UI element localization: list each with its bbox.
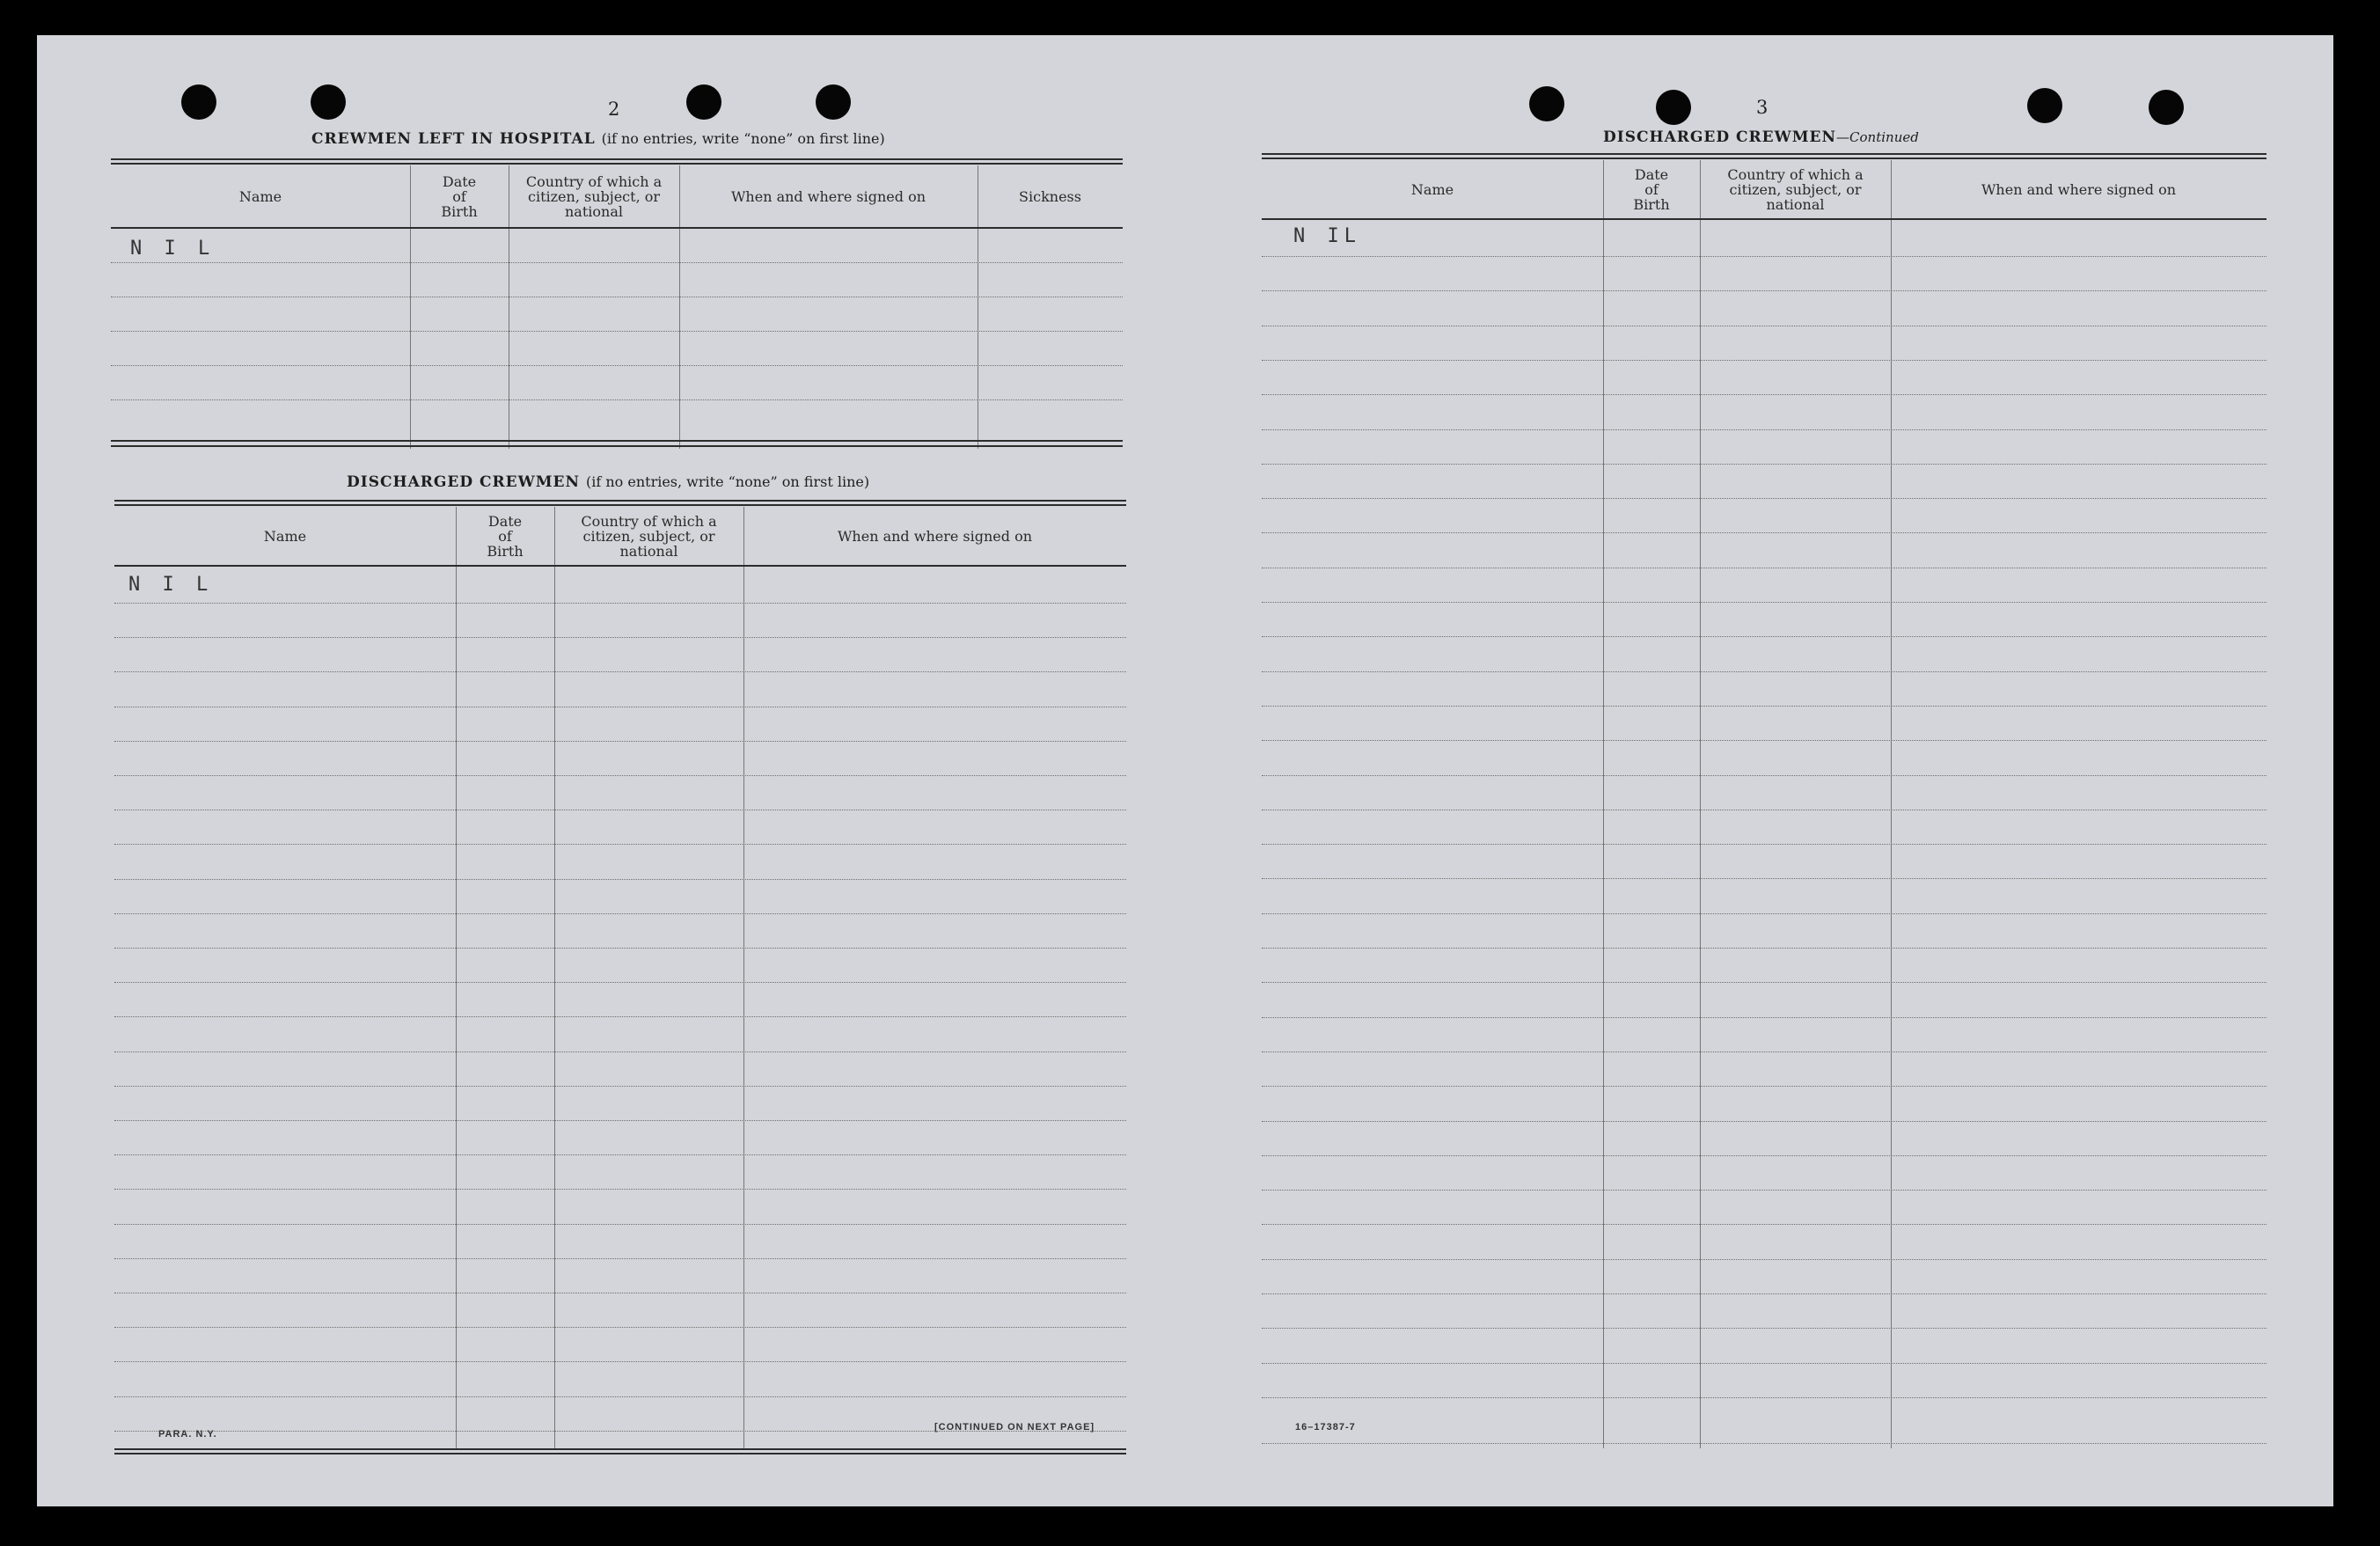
bottom-rule <box>111 445 1123 447</box>
entry-line <box>1262 775 2266 776</box>
punch-hole <box>816 84 851 120</box>
entry-line <box>114 671 1126 672</box>
header-country-line: national <box>1766 195 1825 213</box>
header-name: Name <box>1410 180 1454 198</box>
entry-line <box>1262 636 2266 637</box>
entry-line <box>1262 1397 2266 1398</box>
top-rule <box>114 500 1126 502</box>
discharged-title-text: DISCHARGED CREWMEN <box>347 473 581 491</box>
entry-line <box>114 1327 1126 1328</box>
discharged-title-note: (if no entries, write “none” on first line) <box>585 473 870 490</box>
entry-line <box>114 775 1126 776</box>
nil-entry: N IL <box>1293 225 1361 247</box>
header-country-line: Country of which a <box>525 172 663 190</box>
nil-entry: N I L <box>130 238 216 260</box>
punch-hole <box>1656 90 1691 125</box>
continued-label: —Continued <box>1836 129 1919 145</box>
header-date-of-birth <box>410 167 509 225</box>
entry-line <box>114 1189 1126 1190</box>
entry-line <box>114 1086 1126 1087</box>
entry-line <box>114 603 1126 604</box>
hospital-table <box>111 158 1123 449</box>
entry-line <box>1262 360 2266 361</box>
page-number-left: 2 <box>608 99 620 120</box>
header-signed-on: When and where signed on <box>837 527 1033 545</box>
entry-line <box>111 262 1123 263</box>
entry-line <box>114 1154 1126 1155</box>
header-country <box>509 167 679 225</box>
entry-line <box>114 1051 1126 1052</box>
entry-line <box>1262 1259 2266 1260</box>
bottom-line <box>1262 1443 2266 1444</box>
header-name: Name <box>263 527 307 545</box>
top-rule <box>1262 158 2266 159</box>
entry-line <box>114 1016 1126 1017</box>
entry-line <box>1262 740 2266 741</box>
header-rule <box>114 565 1126 567</box>
header-rule <box>111 227 1123 229</box>
entry-line <box>1262 1051 2266 1052</box>
header-country-line: national <box>619 542 678 560</box>
entry-line <box>114 982 1126 983</box>
header-signed-on: When and where signed on <box>1981 180 2177 198</box>
entry-line <box>114 1361 1126 1362</box>
entry-line <box>1262 290 2266 291</box>
form-sheet <box>37 35 2333 1506</box>
header-country-line: Country of which a <box>581 512 717 530</box>
header-country-line: citizen, subject, or <box>1729 180 1862 198</box>
page-number-right: 3 <box>1756 97 1769 118</box>
header-dob-line: Date <box>487 512 523 530</box>
entry-line <box>1262 429 2266 430</box>
punch-hole <box>686 84 721 120</box>
column-divider <box>743 507 744 1450</box>
header-country-line: citizen, subject, or <box>582 527 715 545</box>
entry-line <box>1262 1293 2266 1294</box>
header-name: Name <box>238 187 282 205</box>
hospital-title-note: (if no entries, write “none” on first line) <box>601 130 885 147</box>
header-country-line: citizen, subject, or <box>527 187 661 205</box>
entry-line <box>1262 1190 2266 1191</box>
header-country-line: Country of which a <box>1727 165 1864 183</box>
punch-hole <box>2027 88 2062 123</box>
discharged-continued-title-text: DISCHARGED CREWMEN <box>1603 128 1837 146</box>
entry-line <box>1262 1363 2266 1364</box>
discharged-table <box>114 500 1126 1457</box>
header-sickness: Sickness <box>1019 187 1081 205</box>
entry-line <box>114 844 1126 845</box>
discharged-continued-table <box>1262 153 2266 1448</box>
header-dob-line: Birth <box>1633 195 1670 213</box>
entry-line <box>1262 1017 2266 1018</box>
entry-line <box>114 879 1126 880</box>
punch-hole <box>311 84 346 120</box>
top-rule <box>111 158 1123 160</box>
entry-line <box>1262 706 2266 707</box>
header-dob-line: Birth <box>487 542 524 560</box>
entry-line <box>111 399 1123 400</box>
entry-line <box>114 948 1126 949</box>
header-rule <box>1262 218 2266 220</box>
entry-line <box>114 913 1126 914</box>
entry-line <box>1262 1155 2266 1156</box>
header-dob-line: of <box>1644 180 1659 198</box>
bottom-rule <box>111 440 1123 442</box>
entry-line <box>1262 394 2266 395</box>
entry-line <box>1262 948 2266 949</box>
entry-line <box>114 1258 1126 1259</box>
header-dob-line: Birth <box>441 202 478 220</box>
header-country <box>554 509 743 563</box>
bottom-rule <box>114 1453 1126 1454</box>
entry-line <box>1262 671 2266 672</box>
bottom-rule <box>114 1448 1126 1450</box>
column-divider <box>456 507 457 1450</box>
header-date-of-birth <box>1603 162 1700 216</box>
entry-line <box>114 1224 1126 1225</box>
entry-line <box>114 1120 1126 1121</box>
header-dob-line: of <box>498 527 512 545</box>
entry-line <box>1262 464 2266 465</box>
entry-line <box>114 741 1126 742</box>
header-country-line: national <box>565 202 623 220</box>
entry-line <box>1262 1121 2266 1122</box>
entry-line <box>1262 982 2266 983</box>
entry-line <box>1262 1086 2266 1087</box>
entry-line <box>1262 532 2266 533</box>
entry-line <box>1262 1328 2266 1329</box>
entry-line <box>114 1396 1126 1397</box>
discharged-section-title <box>347 473 869 491</box>
header-dob-line: Date <box>1634 165 1669 183</box>
header-country <box>1700 162 1891 216</box>
discharged-continued-title <box>1603 128 1919 146</box>
column-divider <box>1603 160 1604 1448</box>
entry-line <box>111 365 1123 366</box>
entry-line <box>1262 878 2266 879</box>
punch-hole <box>2149 90 2184 125</box>
column-divider <box>1891 160 1892 1448</box>
top-rule <box>1262 153 2266 155</box>
top-rule <box>111 163 1123 165</box>
entry-line <box>1262 1224 2266 1225</box>
punch-hole <box>1529 86 1564 121</box>
hospital-title-text: CREWMEN LEFT IN HOSPITAL <box>311 130 596 148</box>
punch-hole <box>181 84 216 120</box>
header-signed-on: When and where signed on <box>730 187 926 205</box>
entry-line <box>1262 498 2266 499</box>
footer-form-number: 16–17387-7 <box>1295 1422 1356 1432</box>
hospital-section-title <box>311 130 885 148</box>
header-dob-line: of <box>452 187 466 205</box>
nil-entry: N I L <box>128 574 214 596</box>
top-rule <box>114 504 1126 506</box>
footer-printer-mark: PARA. N.Y. <box>158 1429 217 1440</box>
entry-line <box>1262 913 2266 914</box>
entry-line <box>1262 602 2266 603</box>
column-divider <box>554 507 555 1450</box>
header-date-of-birth <box>456 509 554 563</box>
entry-line <box>111 331 1123 332</box>
header-dob-line: Date <box>442 172 477 190</box>
entry-line <box>1262 256 2266 257</box>
footer-continued-note: [CONTINUED ON NEXT PAGE] <box>934 1422 1095 1432</box>
column-divider <box>1700 160 1701 1448</box>
entry-line <box>114 637 1126 638</box>
entry-line <box>1262 844 2266 845</box>
